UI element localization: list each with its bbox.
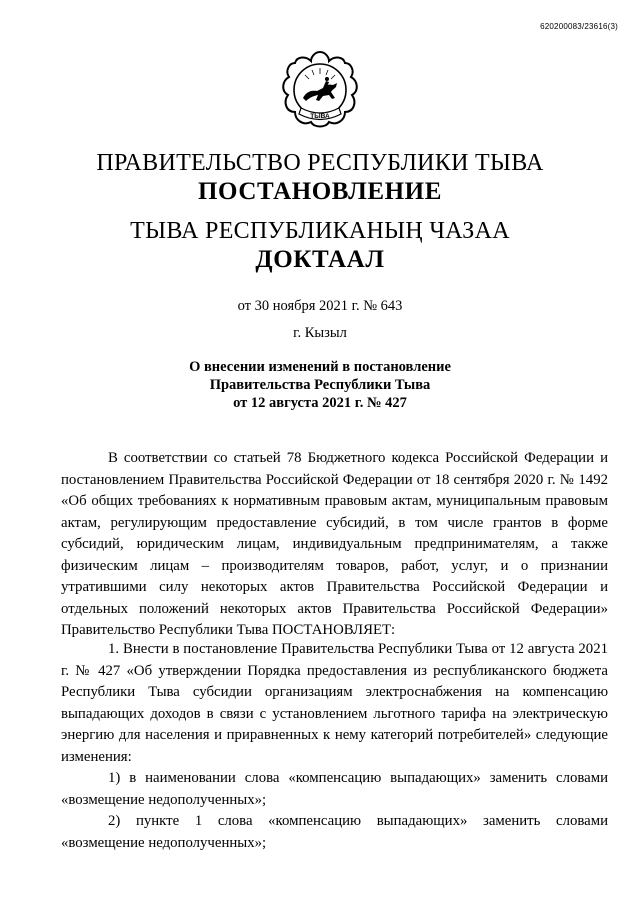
government-title-tyva: ТЫВА РЕСПУБЛИКАНЫҢ ЧАЗАА [130, 218, 510, 244]
subject-line: О внесении изменений в постановление [189, 359, 451, 375]
government-title: ПРАВИТЕЛЬСТВО РЕСПУБЛИКИ ТЫВА [96, 150, 544, 176]
decree-subject [0, 358, 640, 412]
decree-city: г. Кызыл [293, 325, 347, 341]
item-1-paragraph: 1. Внести в постановление Правительства Республики Тыва от 12 августа 2021 г. № 427 «Об утверждении Порядка предоставления из республиканского бюджета Республики Тыва субсидии организациям электроснабжения на компенсацию выпадающих доходов в связи с установлением льготного тарифа на электрическую энергию для населения и приравненных к нему категорий потребителей» следующие изменения: [61, 641, 608, 765]
decree-date-number: от 30 ноября 2021 г. № 643 [237, 298, 403, 314]
item-1-subitem-2: 2) пункте 1 слова «компенсацию выпадающих» заменить словами «возмещение недополученных»; [61, 813, 608, 851]
preamble-block [61, 448, 608, 642]
svg-text:ТЫВА: ТЫВА [310, 113, 330, 120]
subject-line: Правительства Республики Тыва [209, 377, 431, 393]
decree-title: ПОСТАНОВЛЕНИЕ [197, 178, 443, 205]
decree-title-tyva: ДОКТААЛ [255, 246, 385, 273]
tyva-coat-of-arms-icon [279, 48, 361, 138]
preamble-paragraph: В соответствии со статьей 78 Бюджетного кодекса Российской Федерации и постановлением Правительства Российской Федерации от 18 сентября 2020 г. № 1492 «Об общих требованиях к нормативным правовым актам, муниципальным правовым актам, регулирующим предоставление субсидий, в том числе грантов в форме субсидий, юридическим лицам, индивидуальным предпринимателям, а также физическим лицам – производителям товаров, работ, услуг, и о признании утратившими силу некоторых актов Правительства Российской Федерации и отдельных положений некоторых актов Правительства Российской Федерации» Правительство Республики Тыва ПОСТАНОВЛЯЕТ: [61, 450, 608, 638]
item-1-subitem-1: 1) в наименовании слова «компенсацию выпадающих» заменить словами «возмещение недополученных»; [61, 770, 608, 808]
items-block [61, 639, 608, 854]
document-registration-number: 620200083/23616(3) [540, 22, 618, 31]
subject-line: от 12 августа 2021 г. № 427 [233, 395, 407, 411]
